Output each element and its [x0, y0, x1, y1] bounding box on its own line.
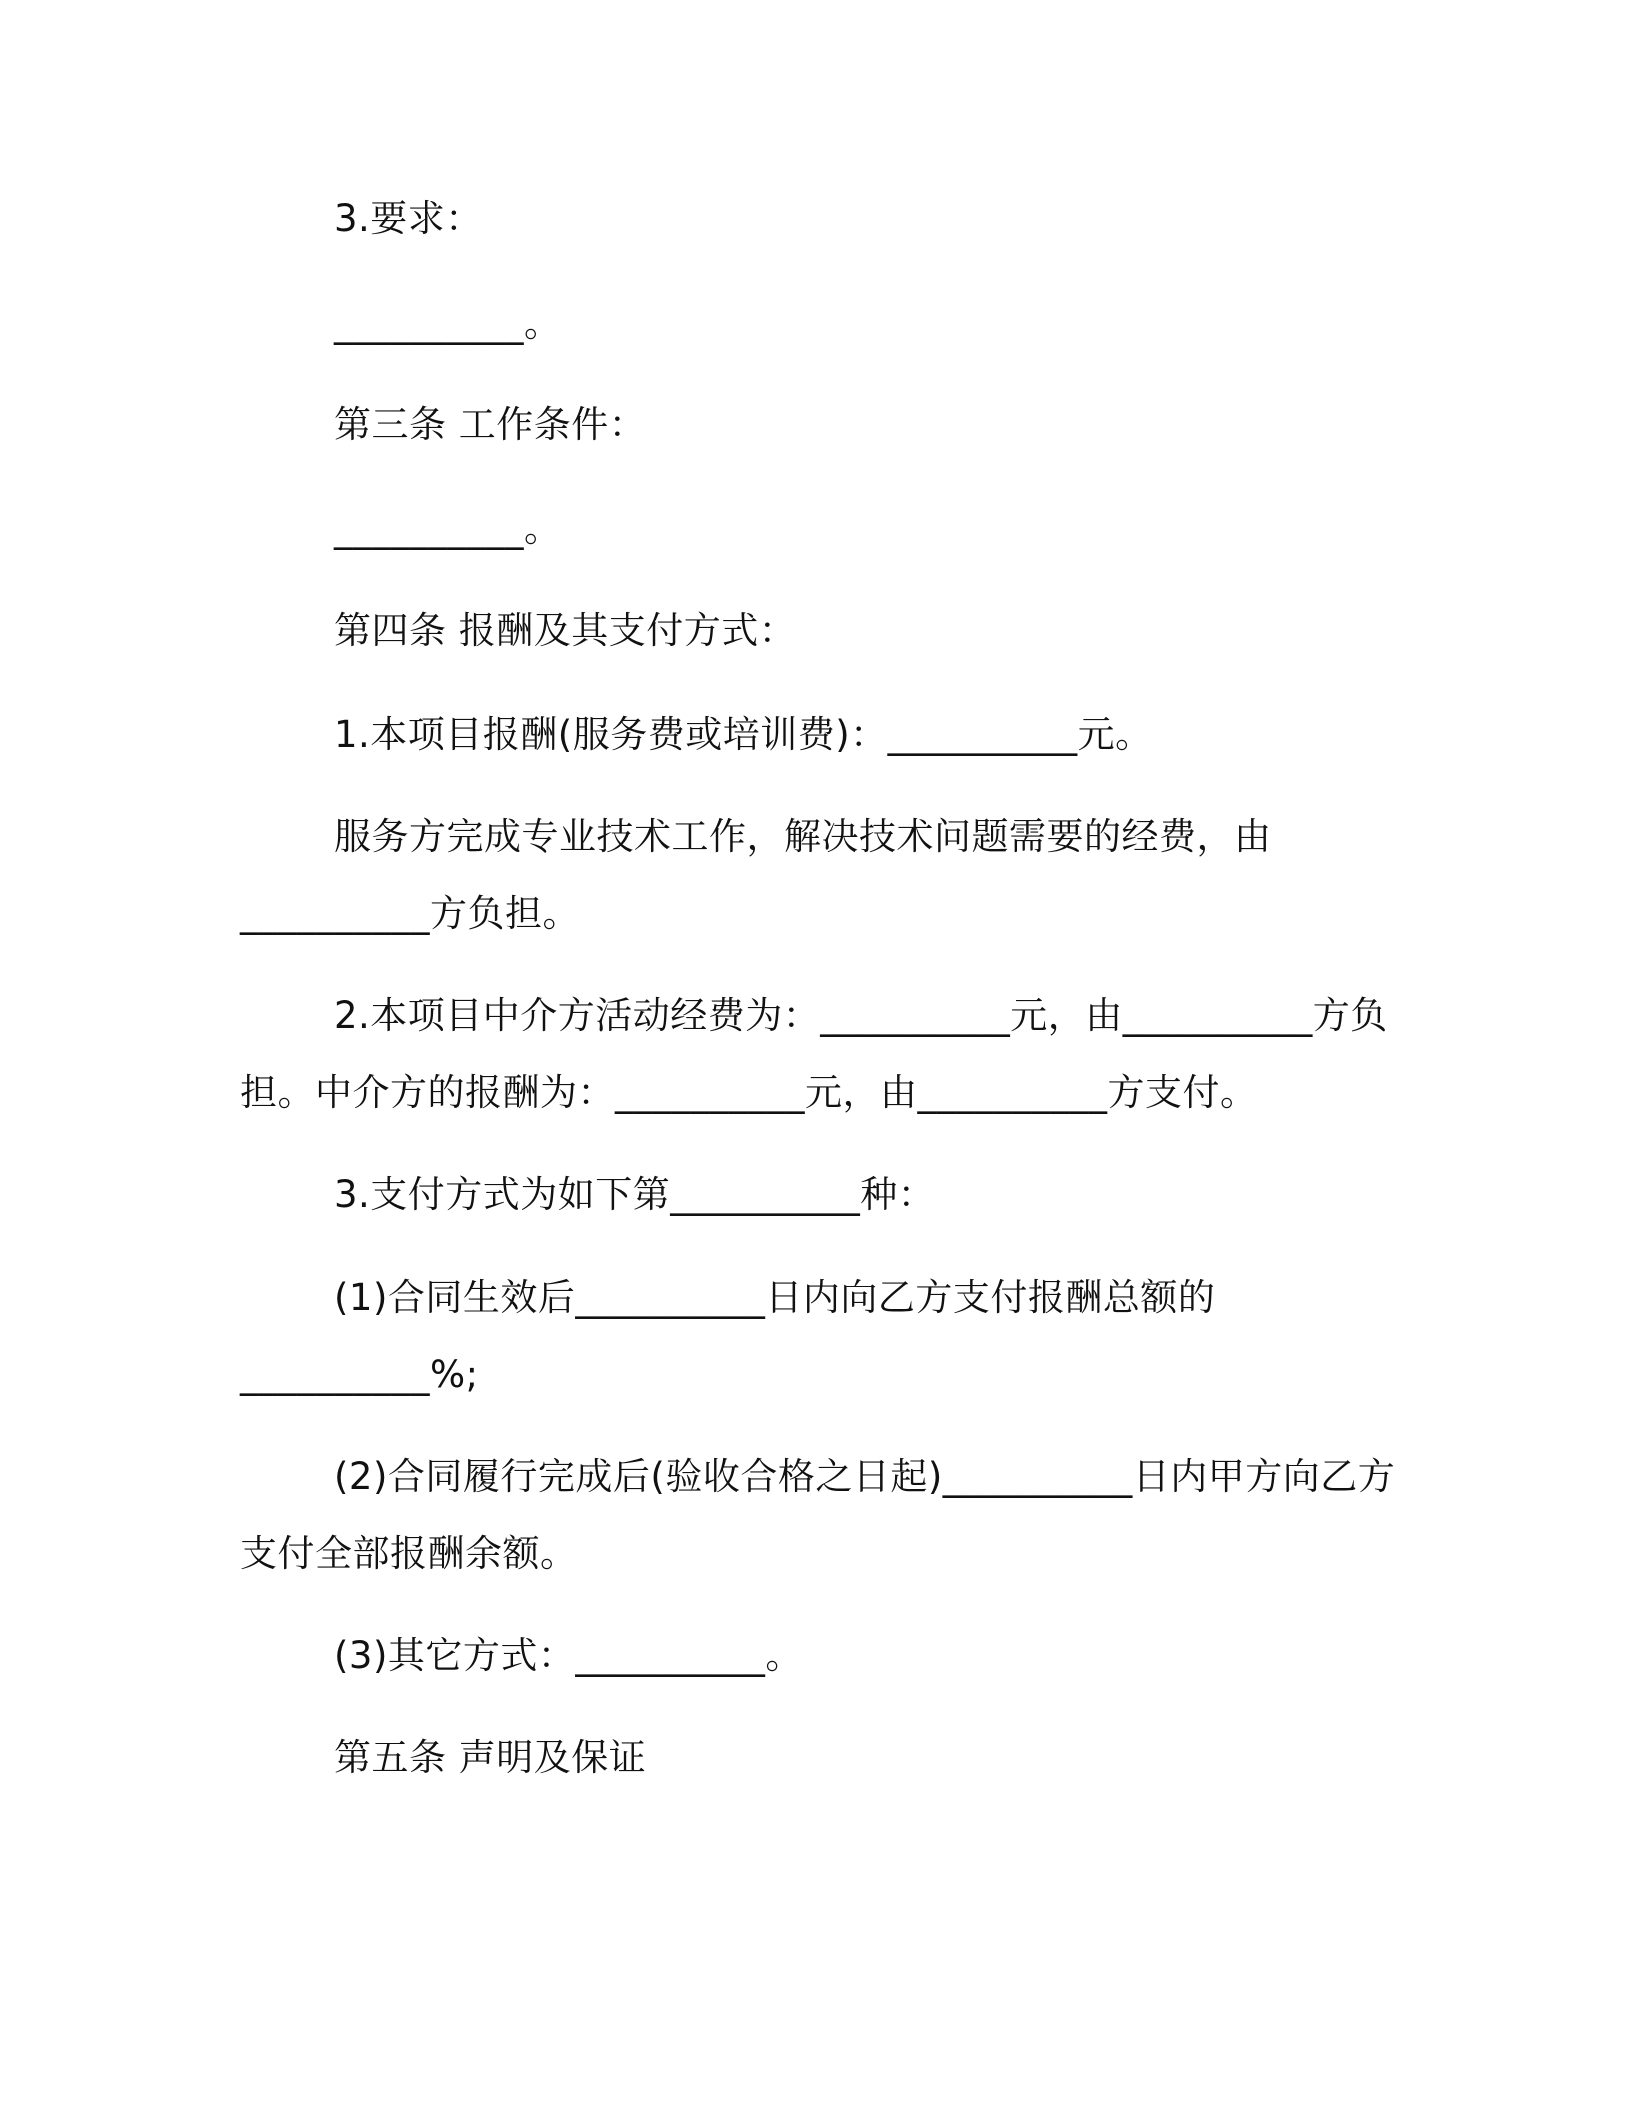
- agent-fee-line-1: 2.本项目中介方活动经费为：__________元，由__________方负: [334, 994, 1388, 1037]
- article-4-heading: 第四条 报酬及其支付方式：: [334, 609, 797, 652]
- article-3-heading: 第三条 工作条件：: [334, 403, 647, 446]
- clause-requirement-heading: 3.要求：: [334, 197, 483, 240]
- payment-option-1-line-1: (1)合同生效后__________日内向乙方支付报酬总额的: [334, 1276, 1216, 1319]
- requirement-blank: __________。: [334, 302, 562, 345]
- work-conditions-blank: __________。: [334, 507, 562, 550]
- agent-fee-line-2: 担。中介方的报酬为：__________元，由__________方支付。: [240, 1071, 1258, 1114]
- payment-option-1-line-2: __________%;: [240, 1353, 479, 1396]
- expense-line-1: 服务方完成专业技术工作，解决技术问题需要的经费，由: [334, 815, 1272, 858]
- payment-option-2-line-2: 支付全部报酬余额。: [240, 1532, 578, 1575]
- project-fee-line: 1.本项目报酬(服务费或培训费)：__________元。: [334, 713, 1153, 756]
- expense-line-2: __________方负担。: [240, 892, 580, 935]
- payment-method-line: 3.支付方式为如下第__________种：: [334, 1173, 936, 1216]
- article-5-heading: 第五条 声明及保证: [334, 1736, 647, 1779]
- payment-option-2-line-1: (2)合同履行完成后(验收合格之日起)__________日内甲方向乙方: [334, 1455, 1396, 1498]
- payment-option-3-line: (3)其它方式：__________。: [334, 1634, 803, 1677]
